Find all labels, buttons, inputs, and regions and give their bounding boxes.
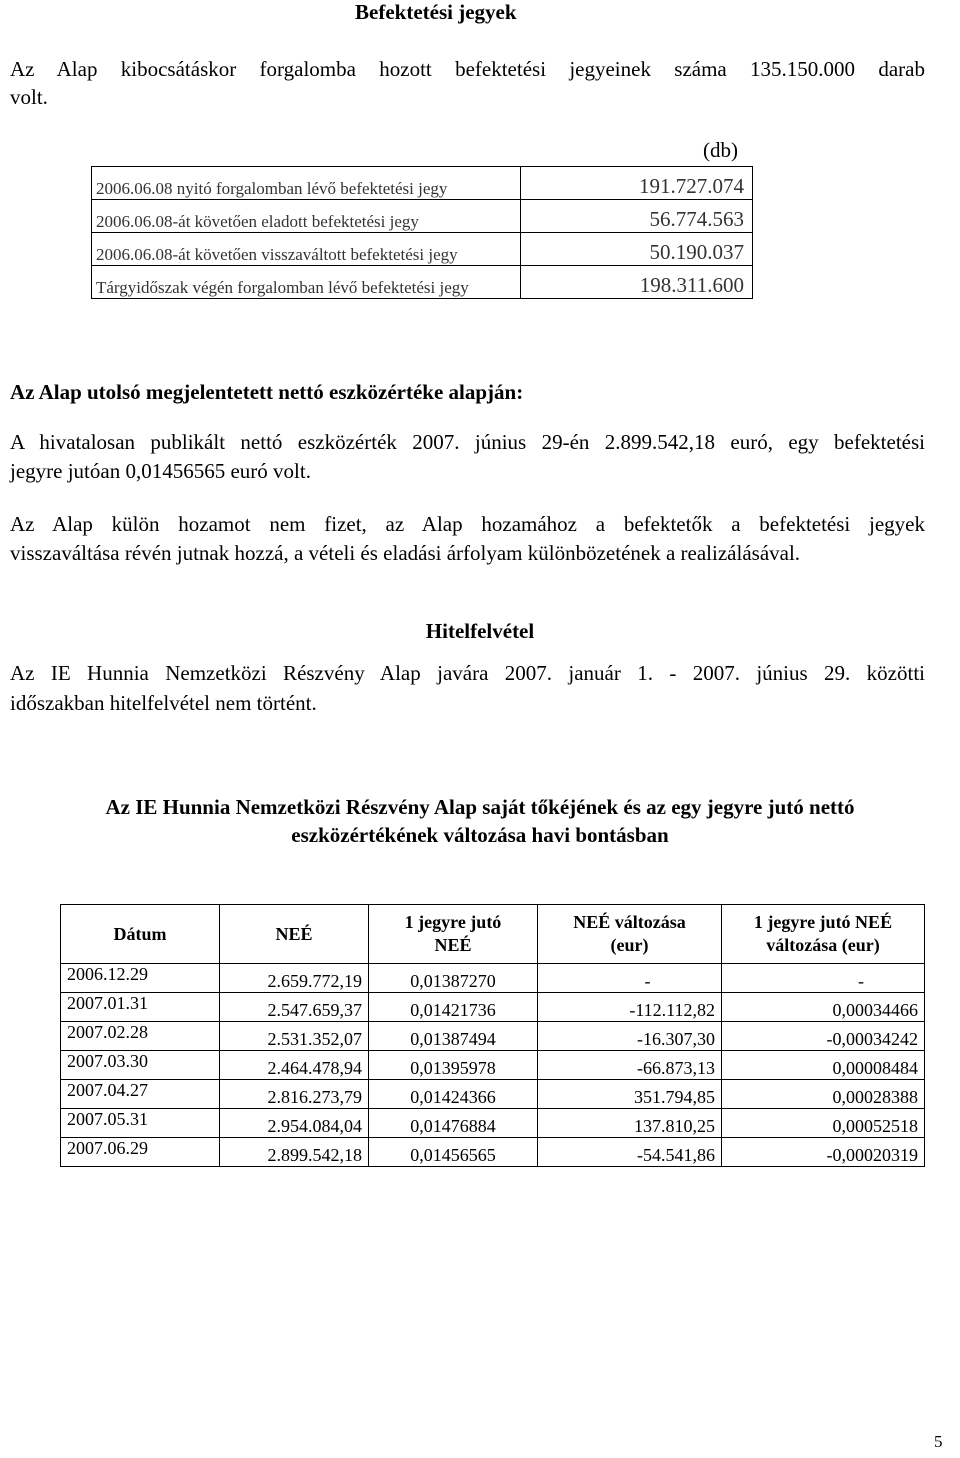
- table-row: [61, 964, 925, 993]
- cell-nav-change: 137.810,25: [538, 1109, 722, 1138]
- units-row-value: 191.727.074: [520, 167, 752, 200]
- cell-date: 2007.01.31: [61, 993, 220, 1022]
- table-row: [61, 1051, 925, 1080]
- cell-nav-change: -54.541,86: [538, 1138, 722, 1167]
- cell-per-unit: 0,01424366: [369, 1080, 538, 1109]
- units-section-title: Befektetési jegyek: [355, 0, 517, 24]
- cell-nav-change: 351.794,85: [538, 1080, 722, 1109]
- nav-heading: Az Alap utolsó megjelentetett nettó eszközértéke alapján:: [10, 380, 524, 404]
- col-header-nav-change: [538, 905, 722, 964]
- table-row: [92, 167, 753, 200]
- monthly-title-line1: Az IE Hunnia Nemzetközi Részvény Alap saját tőkéjének és az egy jegyre jutó nettó: [105, 795, 855, 819]
- table-row: [92, 233, 753, 266]
- page-number: 5: [934, 1432, 943, 1451]
- cell-nav-change: -112.112,82: [538, 993, 722, 1022]
- cell-date: 2007.06.29: [61, 1138, 220, 1167]
- units-unit-label: (db): [703, 138, 738, 162]
- loan-line2: időszakban hitelfelvétel nem történt.: [10, 691, 317, 715]
- cell-unit-change: 0,00028388: [722, 1080, 925, 1109]
- cell-nav-change: -66.873,13: [538, 1051, 722, 1080]
- col-header-nav-change-l2: (eur): [610, 935, 649, 955]
- cell-unit-change: -0,00020319: [722, 1138, 925, 1167]
- cell-nav-change: -16.307,30: [538, 1022, 722, 1051]
- col-header-per-unit-l1: 1 jegyre jutó: [404, 912, 502, 932]
- yield-line2: visszaváltása révén jutnak hozzá, a vételi és eladási árfolyam különbözetének a realizálásával.: [10, 541, 801, 565]
- nav-line1: A hivatalosan publikált nettó eszközérték 2007. június 29-én 2.899.542,18 euró, egy befektetési: [10, 430, 925, 454]
- units-row-label: 2006.06.08-át követően eladott befektetési jegy: [92, 200, 521, 233]
- monthly-title-line2: eszközértékének változása havi bontásban: [291, 823, 669, 847]
- table-row: [61, 1109, 925, 1138]
- cell-nav: 2.954.084,04: [220, 1109, 369, 1138]
- cell-unit-change: 0,00008484: [722, 1051, 925, 1080]
- col-header-date: Dátum: [61, 905, 220, 964]
- cell-nav: 2.531.352,07: [220, 1022, 369, 1051]
- col-header-unit-change-l2: változása (eur): [766, 935, 880, 955]
- cell-per-unit: 0,01421736: [369, 993, 538, 1022]
- table-row: [61, 993, 925, 1022]
- cell-per-unit: 0,01456565: [369, 1138, 538, 1167]
- cell-date: 2006.12.29: [61, 964, 220, 993]
- col-header-per-unit-l2: NEÉ: [434, 935, 472, 955]
- cell-nav: 2.464.478,94: [220, 1051, 369, 1080]
- table-row: [61, 1022, 925, 1051]
- cell-unit-change: -: [722, 964, 925, 993]
- units-row-value: 50.190.037: [520, 233, 752, 266]
- monthly-nav-table: [60, 904, 925, 1167]
- cell-nav: 2.899.542,18: [220, 1138, 369, 1167]
- units-row-label: 2006.06.08-át követően visszaváltott befektetési jegy: [92, 233, 521, 266]
- loan-section-title: Hitelfelvétel: [425, 619, 535, 643]
- cell-per-unit: 0,01387494: [369, 1022, 538, 1051]
- cell-unit-change: 0,00034466: [722, 993, 925, 1022]
- col-header-nav: NEÉ: [220, 905, 369, 964]
- table-row: [92, 200, 753, 233]
- cell-date: 2007.03.30: [61, 1051, 220, 1080]
- cell-unit-change: -0,00034242: [722, 1022, 925, 1051]
- cell-date: 2007.05.31: [61, 1109, 220, 1138]
- yield-line1: Az Alap külön hozamot nem fizet, az Alap hozamához a befektetők a befektetési jegyek: [10, 512, 925, 536]
- units-intro-line1: Az Alap kibocsátáskor forgalomba hozott befektetési jegyeinek száma 135.150.000 darab: [10, 57, 925, 81]
- cell-nav: 2.659.772,19: [220, 964, 369, 993]
- cell-nav: 2.547.659,37: [220, 993, 369, 1022]
- units-row-label: Tárgyidőszak végén forgalomban lévő befektetési jegy: [92, 266, 521, 299]
- col-header-unit-change-l1: 1 jegyre jutó NEÉ: [753, 912, 893, 932]
- cell-unit-change: 0,00052518: [722, 1109, 925, 1138]
- units-row-value: 56.774.563: [520, 200, 752, 233]
- table-row: [92, 266, 753, 299]
- table-row: [61, 1080, 925, 1109]
- cell-per-unit: 0,01476884: [369, 1109, 538, 1138]
- cell-nav-change: -: [538, 964, 722, 993]
- nav-line2: jegyre jutóan 0,01456565 euró volt.: [10, 459, 311, 483]
- col-header-nav-change-l1: NEÉ változása: [573, 912, 686, 932]
- units-intro-line2: volt.: [10, 85, 48, 109]
- col-header-unit-change: [722, 905, 925, 964]
- units-row-value: 198.311.600: [520, 266, 752, 299]
- table-row: [61, 1138, 925, 1167]
- col-header-per-unit: [369, 905, 538, 964]
- cell-per-unit: 0,01395978: [369, 1051, 538, 1080]
- cell-nav: 2.816.273,79: [220, 1080, 369, 1109]
- loan-line1: Az IE Hunnia Nemzetközi Részvény Alap javára 2007. január 1. - 2007. június 29. közötti: [10, 661, 925, 685]
- cell-date: 2007.02.28: [61, 1022, 220, 1051]
- table-header-row: [61, 905, 925, 964]
- cell-per-unit: 0,01387270: [369, 964, 538, 993]
- units-table: [91, 166, 753, 299]
- cell-date: 2007.04.27: [61, 1080, 220, 1109]
- units-row-label: 2006.06.08 nyitó forgalomban lévő befektetési jegy: [92, 167, 521, 200]
